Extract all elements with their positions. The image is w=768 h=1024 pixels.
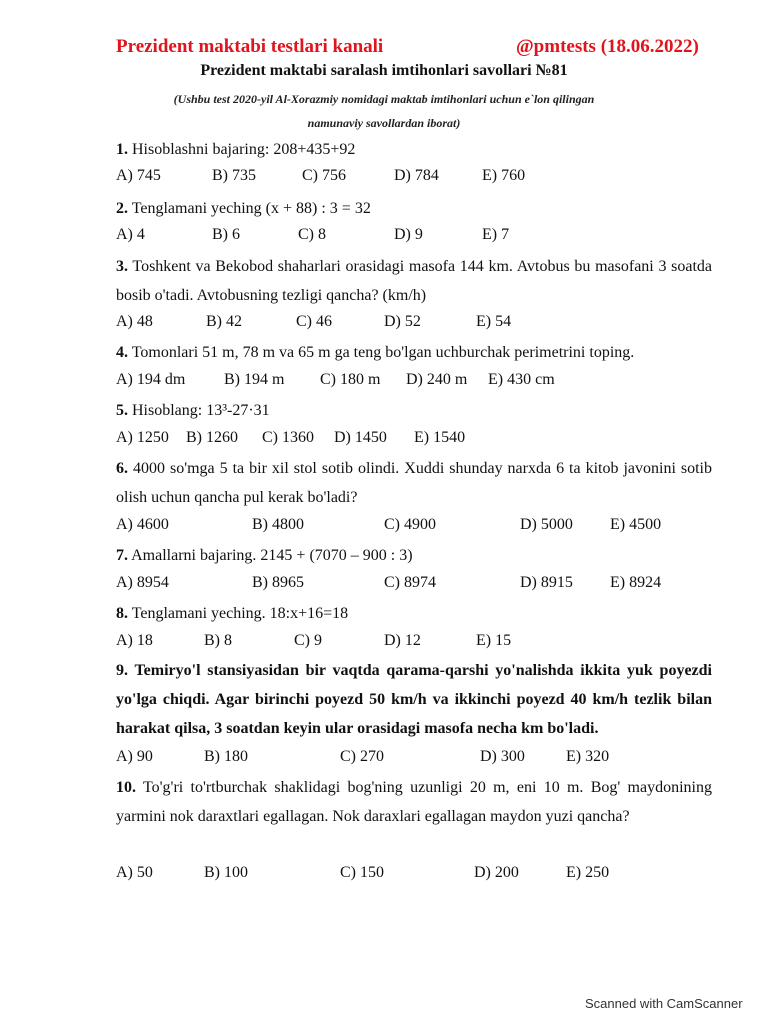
option-a: A) 18 — [116, 632, 153, 649]
option-a: A) 48 — [116, 313, 153, 330]
question-4 — [116, 338, 712, 367]
option-c: C) 8 — [298, 226, 326, 243]
option-c: C) 1360 — [262, 429, 314, 446]
option-a: A) 8954 — [116, 574, 169, 591]
question-8-options — [116, 632, 716, 652]
option-a: A) 194 dm — [116, 371, 186, 388]
question-text: Tenglamani yeching (x + 88) : 3 = 32 — [131, 200, 371, 217]
page-title: Prezident maktabi saralash imtihonlari savollari №81 — [200, 62, 568, 79]
question-text: Hisoblang: 13³-27·31 — [132, 402, 270, 419]
option-e: E) 8924 — [610, 574, 662, 591]
question-text: Temiryo'l stansiyasidan bir vaqtda qarama-qarshi yo'nalishda ikkita yuk poyezdi yo'lga chiqdi. Agar birinchi poyezd 50 km/h va ikkinchi poyezd 40 km/h tezlik bilan harakat qilsa, 3 soatdan keyin ular orasidagi masofa necha km bo'ladi. — [116, 662, 713, 737]
option-d: D) 8915 — [520, 574, 573, 591]
question-6-options — [116, 516, 716, 536]
option-b: B) 42 — [206, 313, 242, 330]
question-text: To'g'ri to'rtburchak shaklidagi bog'ning uzunligi 20 m, eni 10 m. Bog' maydonining yarmini nok daraxtlari egallagan. Nok daraxlari egallagan maydon yuzi qancha? — [116, 779, 712, 825]
question-number: 8. — [116, 605, 128, 622]
question-text: Tomonlari 51 m, 78 m va 65 m ga teng bo'lgan uchburchak perimetrini toping. — [131, 344, 635, 361]
question-3-options — [116, 313, 716, 333]
question-7-options — [116, 574, 716, 594]
option-c: C) 4900 — [384, 516, 436, 533]
subtitle-line-2: namunaviy savollardan iborat) — [307, 116, 461, 130]
option-c: C) 8974 — [384, 574, 436, 591]
option-b: B) 8965 — [252, 574, 304, 591]
question-10 — [116, 773, 712, 831]
option-b: B) 4800 — [252, 516, 304, 533]
question-text: Tenglamani yeching. 18:x+16=18 — [131, 605, 349, 622]
option-b: B) 180 — [204, 748, 248, 765]
question-1-options — [116, 167, 716, 187]
option-e: E) 54 — [476, 313, 512, 330]
option-c: C) 180 m — [320, 371, 381, 388]
question-number: 5. — [116, 402, 128, 419]
question-number: 9. — [116, 662, 128, 679]
question-2 — [116, 194, 712, 223]
question-5-options — [116, 429, 716, 449]
option-b: B) 8 — [204, 632, 232, 649]
option-d: D) 1450 — [334, 429, 387, 446]
option-e: E) 15 — [476, 632, 512, 649]
option-c: C) 9 — [294, 632, 322, 649]
option-a: A) 50 — [116, 864, 153, 881]
option-a: A) 90 — [116, 748, 153, 765]
subtitle-line-1: (Ushbu test 2020-yil Al-Xorazmiy nomidagi maktab imtihonlari uchun e`lon qilingan — [173, 92, 595, 106]
option-b: B) 1260 — [186, 429, 238, 446]
question-2-options — [116, 226, 716, 246]
option-c: C) 150 — [340, 864, 384, 881]
question-1 — [116, 135, 712, 164]
option-a: A) 4 — [116, 226, 145, 243]
option-e: E) 4500 — [610, 516, 662, 533]
option-e: E) 1540 — [414, 429, 466, 446]
option-e: E) 760 — [482, 167, 526, 184]
question-9-options — [116, 748, 716, 768]
option-b: B) 735 — [212, 167, 256, 184]
question-7 — [116, 541, 712, 570]
channel-name: Prezident maktabi testlari kanali — [116, 36, 384, 57]
question-number: 10. — [116, 779, 136, 796]
question-4-options — [116, 371, 716, 391]
option-e: E) 250 — [566, 864, 610, 881]
question-number: 3. — [116, 258, 128, 275]
question-number: 6. — [116, 460, 128, 477]
option-d: D) 300 — [480, 748, 525, 765]
option-e: E) 430 cm — [488, 371, 555, 388]
question-text: Amallarni bajaring. 2145 + (7070 – 900 : 3) — [131, 547, 413, 564]
option-d: D) 240 m — [406, 371, 468, 388]
option-e: E) 7 — [482, 226, 510, 243]
option-d: D) 784 — [394, 167, 439, 184]
question-text: 4000 so'mga 5 ta bir xil stol sotib olindi. Xuddi shunday narxda 6 ta kitob javonini sotib olish uchun qancha pul kerak bo'ladi? — [116, 460, 712, 506]
question-9 — [116, 656, 712, 743]
option-c: C) 270 — [340, 748, 384, 765]
question-number: 7. — [116, 547, 128, 564]
option-b: B) 194 m — [224, 371, 285, 388]
option-a: A) 1250 — [116, 429, 169, 446]
question-3 — [116, 252, 712, 310]
option-d: D) 9 — [394, 226, 423, 243]
question-number: 2. — [116, 200, 128, 217]
option-d: D) 200 — [474, 864, 519, 881]
option-c: C) 756 — [302, 167, 346, 184]
question-text: Toshkent va Bekobod shaharlari orasidagi masofa 144 km. Avtobus bu masofani 3 soatda bosib o'tadi. Avtobusning tezligi qancha? (km/h) — [116, 258, 713, 304]
question-number: 1. — [116, 141, 128, 158]
question-8 — [116, 599, 712, 628]
option-d: D) 12 — [384, 632, 421, 649]
question-6 — [116, 454, 712, 512]
option-d: D) 5000 — [520, 516, 573, 533]
question-text: Hisoblashni bajaring: 208+435+92 — [132, 141, 356, 158]
option-b: B) 6 — [212, 226, 240, 243]
option-c: C) 46 — [296, 313, 332, 330]
channel-handle-date: @pmtests (18.06.2022) — [516, 36, 699, 57]
question-5 — [116, 396, 712, 425]
question-10-options — [116, 864, 716, 884]
scanner-watermark: Scanned with CamScanner — [585, 996, 743, 1011]
option-b: B) 100 — [204, 864, 248, 881]
question-number: 4. — [116, 344, 128, 361]
option-e: E) 320 — [566, 748, 610, 765]
option-a: A) 4600 — [116, 516, 169, 533]
option-a: A) 745 — [116, 167, 161, 184]
option-d: D) 52 — [384, 313, 421, 330]
